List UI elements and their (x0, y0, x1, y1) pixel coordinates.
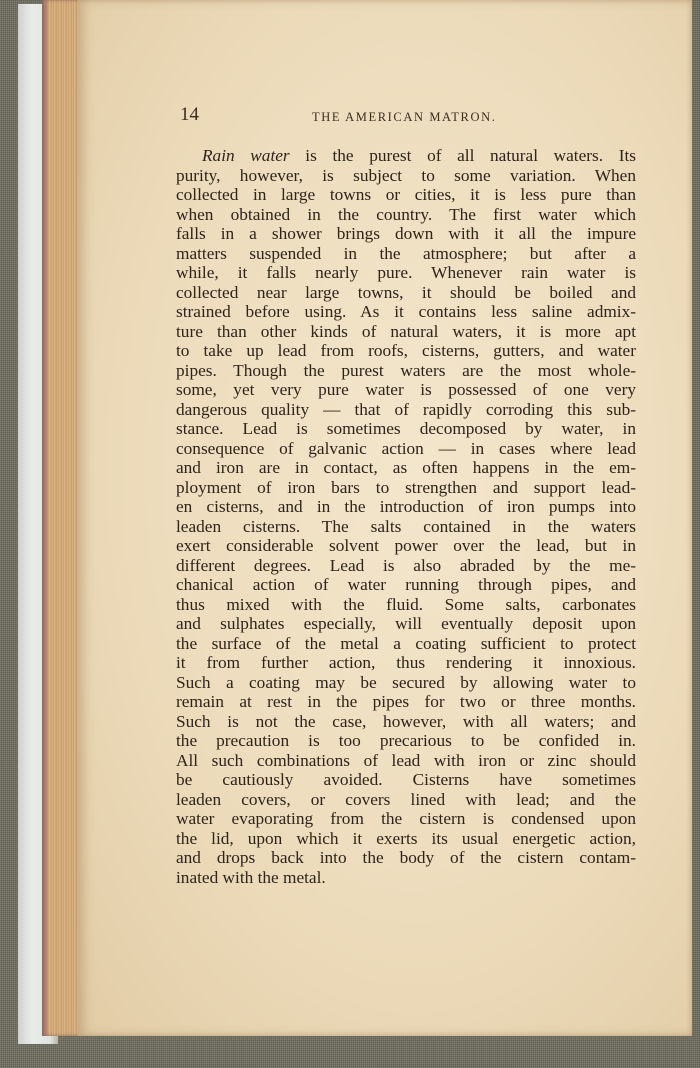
text-line: Such a coating may be secured by allowing water to (176, 672, 636, 692)
text-line: All such combinations of lead with iron or zinc should (176, 750, 636, 770)
text-line: the lid, upon which it exerts its usual energetic action, (176, 828, 636, 848)
text-line: collected in large towns or cities, it is less pure than (176, 185, 636, 204)
text-line: and drops back into the body of the cistern contam- (176, 848, 636, 867)
lead-italic: Rain water (202, 146, 290, 165)
text-line: ture than other kinds of natural waters, it is more apt (176, 321, 636, 341)
text-line: leaden covers, or covers lined with lead; and the (176, 789, 636, 809)
text-line: exert considerable solvent power over the lead, but in (176, 536, 636, 555)
text-line: chanical action of water running through pipes, and (176, 575, 636, 594)
text-line: Rain water is the purest of all natural waters. Its (202, 146, 636, 165)
text-line: inated with the metal. (176, 867, 326, 887)
page-edges (42, 0, 80, 1036)
text-line: matters suspended in the atmosphere; but after a (176, 243, 636, 263)
text-line: ployment of iron bars to strengthen and support lead- (176, 477, 636, 497)
text-line: and iron are in contact, as often happens in the em- (176, 458, 636, 477)
text-line: pipes. Though the purest waters are the most whole- (176, 360, 636, 380)
text-line: the surface of the metal a coating sufficient to protect (176, 633, 636, 653)
text-line: the precaution is too precarious to be confided in. (176, 731, 636, 750)
text-line: to take up lead from roofs, cisterns, gutters, and water (176, 341, 636, 360)
text-line: thus mixed with the fluid. Some salts, carbonates (176, 594, 636, 614)
text-line: when obtained in the country. The first water which (176, 204, 636, 224)
text-line: be cautiously avoided. Cisterns have sometimes (176, 770, 636, 789)
text-line: leaden cisterns. The salts contained in the waters (176, 516, 636, 536)
text-line: purity, however, is subject to some variation. When (176, 165, 636, 185)
text-line: Such is not the case, however, with all waters; and (176, 711, 636, 731)
text-line: collected near large towns, it should be boiled and (176, 282, 636, 302)
text-line: different degrees. Lead is also abraded by the me- (176, 555, 636, 575)
text-line: some, yet very pure water is possessed of one very (176, 380, 636, 399)
text-line: while, it falls nearly pure. Whenever rain water is (176, 263, 636, 282)
text-line: and sulphates especially, will eventually deposit upon (176, 614, 636, 633)
text-line: consequence of galvanic action — in cases where lead (176, 438, 636, 458)
text-line: stance. Lead is sometimes decomposed by water, in (176, 419, 636, 438)
text-line: remain at rest in the pipes for two or three months. (176, 692, 636, 711)
body-paragraph (176, 146, 636, 887)
text-line: strained before using. As it contains less saline admix- (176, 302, 636, 321)
text-line: water evaporating from the cistern is condensed upon (176, 809, 636, 828)
text-line: dangerous quality — that of rapidly corroding this sub- (176, 399, 636, 419)
text-line: falls in a shower brings down with it all the impure (176, 224, 636, 243)
running-head: THE AMERICAN MATRON. (312, 110, 497, 124)
text-line: it from further action, thus rendering it innoxious. (176, 653, 636, 672)
text-line: en cisterns, and in the introduction of iron pumps into (176, 497, 636, 516)
book-page (78, 0, 692, 1036)
page-number: 14 (180, 104, 199, 125)
